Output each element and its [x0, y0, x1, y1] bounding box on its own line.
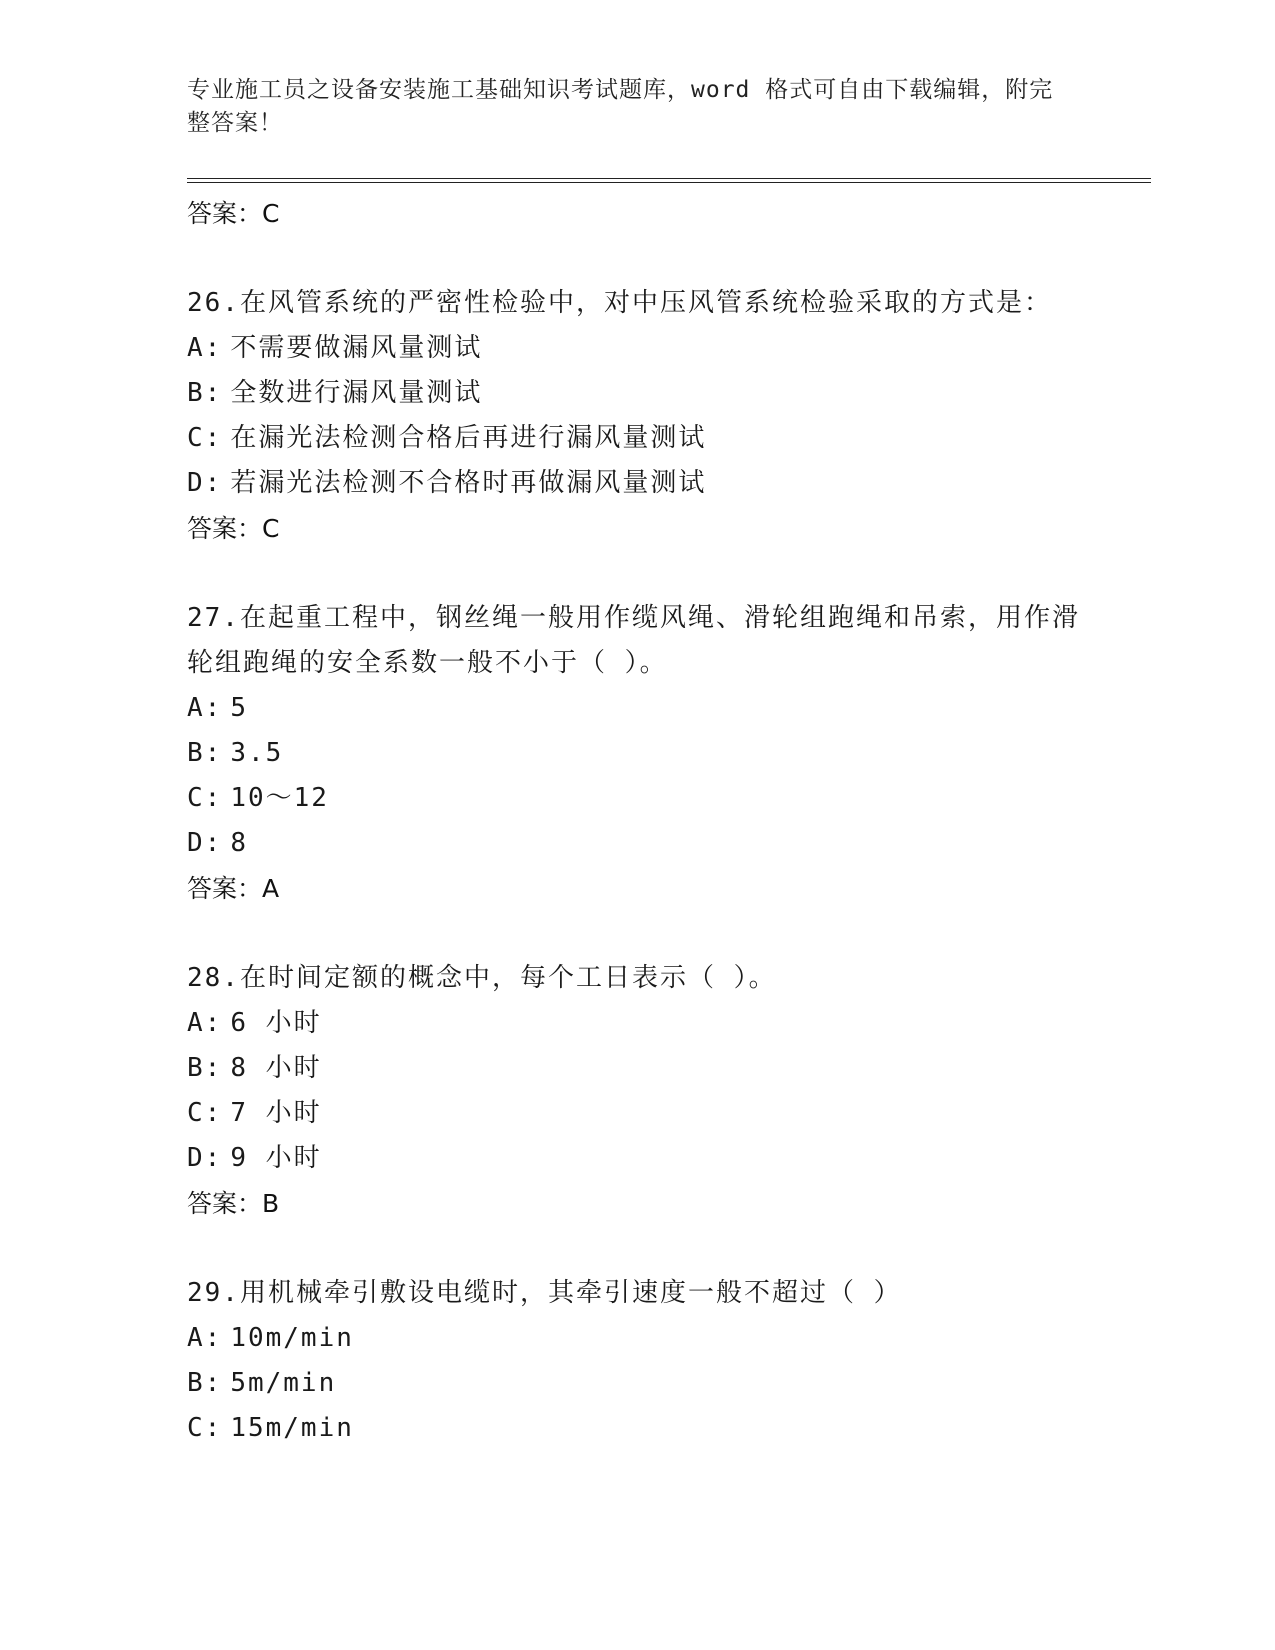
- option-label: C:: [187, 423, 223, 453]
- option-b: [187, 371, 1147, 416]
- option-a: [187, 326, 1147, 371]
- answer-line: [187, 191, 1147, 237]
- option-text: 5m/min: [230, 1368, 337, 1398]
- answer-value: C: [262, 199, 280, 228]
- question-text: 29.用机械牵引敷设电缆时，其牵引速度一般不超过（ ）: [187, 1278, 902, 1308]
- option-b: [187, 731, 1147, 776]
- option-c: [187, 1406, 1147, 1451]
- option-c: [187, 416, 1147, 461]
- answer-line: [187, 1181, 1147, 1227]
- option-text: 不需要做漏风量测试: [230, 333, 483, 363]
- answer-value: A: [262, 874, 280, 903]
- option-label: C:: [187, 1098, 223, 1128]
- option-d: [187, 461, 1147, 506]
- option-text: 8 小时: [230, 1053, 322, 1083]
- option-d: [187, 1136, 1147, 1181]
- option-label: C:: [187, 1413, 223, 1443]
- option-label: B:: [187, 1368, 223, 1398]
- header-rule-top: [187, 178, 1151, 179]
- option-a: [187, 686, 1147, 731]
- option-text: 全数进行漏风量测试: [230, 378, 483, 408]
- option-text: 在漏光法检测合格后再进行漏风量测试: [230, 423, 707, 453]
- option-label: A:: [187, 693, 223, 723]
- question-list: [187, 191, 1147, 1451]
- option-text: 若漏光法检测不合格时再做漏风量测试: [230, 468, 707, 498]
- option-text: 3.5: [230, 738, 284, 768]
- option-d: [187, 821, 1147, 866]
- option-a: [187, 1316, 1147, 1361]
- option-label: B:: [187, 1053, 223, 1083]
- option-label: A:: [187, 1323, 223, 1353]
- option-text: 15m/min: [230, 1413, 354, 1443]
- answer-line: [187, 866, 1147, 912]
- option-text: 5: [230, 693, 248, 723]
- option-a: [187, 1001, 1147, 1046]
- option-c: [187, 776, 1147, 821]
- option-text: 8: [230, 828, 248, 858]
- option-label: B:: [187, 738, 223, 768]
- option-text: 6 小时: [230, 1008, 322, 1038]
- option-b: [187, 1046, 1147, 1091]
- document-header: 专业施工员之设备安装施工基础知识考试题库，word 格式可自由下载编辑，附完整答案！: [187, 77, 1054, 136]
- answer-prefix: 答案：: [187, 1189, 263, 1218]
- option-label: D:: [187, 828, 223, 858]
- option-label: D:: [187, 468, 223, 498]
- question-26: [187, 281, 1147, 552]
- option-label: C:: [187, 783, 223, 813]
- question-27: [187, 596, 1147, 912]
- option-label: B:: [187, 378, 223, 408]
- option-c: [187, 1091, 1147, 1136]
- answer-prefix: 答案：: [187, 514, 263, 543]
- question-text: 26.在风管系统的严密性检验中，对中压风管系统检验采取的方式是：: [187, 288, 1052, 318]
- question-text: 27.在起重工程中，钢丝绳一般用作缆风绳、滑轮组跑绳和吊索，用作滑轮组跑绳的安全系数一般不小于（ ）。: [187, 603, 1080, 678]
- option-label: A:: [187, 333, 223, 363]
- answer-line: [187, 506, 1147, 552]
- answer-prefix: 答案：: [187, 874, 263, 903]
- answer-value: B: [262, 1189, 280, 1218]
- answer-value: C: [262, 514, 280, 543]
- question-28: [187, 956, 1147, 1227]
- option-b: [187, 1361, 1147, 1406]
- option-text: 7 小时: [230, 1098, 322, 1128]
- answer-prefix: 答案：: [187, 199, 263, 228]
- option-text: 10～12: [230, 783, 329, 813]
- option-text: 10m/min: [230, 1323, 354, 1353]
- option-label: D:: [187, 1143, 223, 1173]
- question-29: [187, 1271, 1147, 1451]
- option-label: A:: [187, 1008, 223, 1038]
- question-text: 28.在时间定额的概念中，每个工日表示（ ）。: [187, 963, 777, 993]
- header-rule-bottom: [187, 182, 1151, 183]
- option-text: 9 小时: [230, 1143, 322, 1173]
